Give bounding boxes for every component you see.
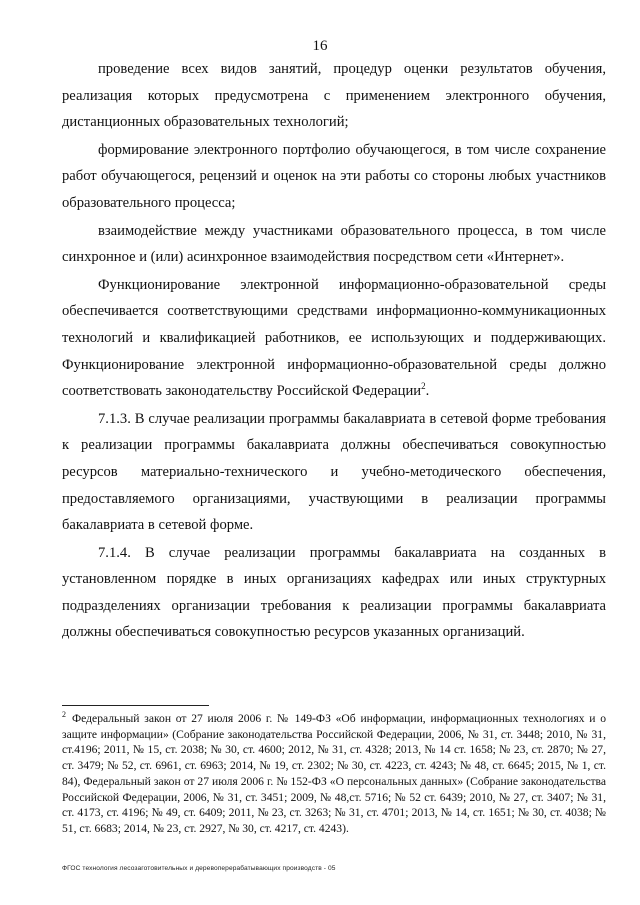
paragraph-end: . (425, 383, 430, 400)
page-number: 16 (312, 38, 328, 54)
paragraph-text: Функционирование электронной информационно-образовательной среды обеспечивается соответствующими средствами информационно-коммуникационных технологий и квалификацией работников, ее использующих и поддерживающих. Функционирование электронной информационно-образовательной среды должно соответствовать законодательству Российской Федерации (62, 276, 606, 400)
footnote-text: Федеральный закон от 27 июля 2006 г. № 149-ФЗ «Об информации, информационных технологиях и о защите информации» (Собрание законодательства Российской Федерации, 2006, № 31, ст. 3448; 2010, № 31, ст.4196; 2011, № 15, ст. 2038; № 30, ст. 4600; 2012, № 31, ст. 4328; 2013, № 14 ст. 1658; № 23, ст. 2870; № 27, ст. 3479; № 52, ст. 6961, ст. 6963; 2014, № 19, ст. 2302; № 30, ст. 4223, ст. 4243; № 48, ст. 6645; 2015, № 1, ст. 84), Федеральный закон от 27 июля 2006 г. № 152-ФЗ «О персональных данных» (Собрание законодательства Российской Федерации, 2006, № 31, ст. 3451; 2009, № 48,ст. 5716; № 52 ст. 6439; 2010, № 27, ст. 3407; № 31, ст. 4173, ст. 4196; № 49, ст. 6409; 2011, № 23, ст. 3263; № 31, ст. 4701; 2013, № 14, ст. 1651; № 30, ст. 4038; № 51, ст. 6683; 2014, № 23, ст. 2927, № 30, ст. 4217, ст. 4243). (62, 712, 606, 835)
paragraph: формирование электронного портфолио обучающегося, в том числе сохранение работ обучающегося, рецензий и оценок на эти работы со стороны любых участников образовательного процесса; (62, 141, 606, 211)
paragraph: 7.1.3. В случае реализации программы бакалавриата в сетевой форме требования к реализации программы бакалавриата должны обеспечиваться совокупностью ресурсов материально-технического и учебно-методического обеспечения, предоставляемого организациями, участвующими в реализации программы бакалавриата в сетевой форме. (62, 410, 606, 534)
paragraph: взаимодействие между участниками образовательного процесса, в том числе синхронное и (или) асинхронное взаимодействия посредством сети «Интернет». (62, 222, 606, 266)
paragraph: проведение всех видов занятий, процедур оценки результатов обучения, реализация которых предусмотрена с применением электронного обучения, дистанционных образовательных технологий; (62, 61, 606, 131)
footnote (62, 711, 606, 837)
body-text (62, 56, 606, 646)
footnote-reference[interactable]: 2 (421, 381, 426, 392)
footnote-marker: 2 (62, 710, 66, 720)
paragraph-with-footnote (62, 272, 606, 405)
page-footer: ФГОС технология лесозаготовительных и деревоперерабатывающих производств - 05 (62, 865, 336, 872)
paragraph: 7.1.4. В случае реализации программы бакалавриата на созданных в установленном порядке в иных организациях кафедрах или иных структурных подразделениях организации требования к реализации программы бакалавриата должны обеспечиваться совокупностью ресурсов указанных организаций. (62, 544, 606, 641)
footnote-separator (62, 705, 209, 706)
